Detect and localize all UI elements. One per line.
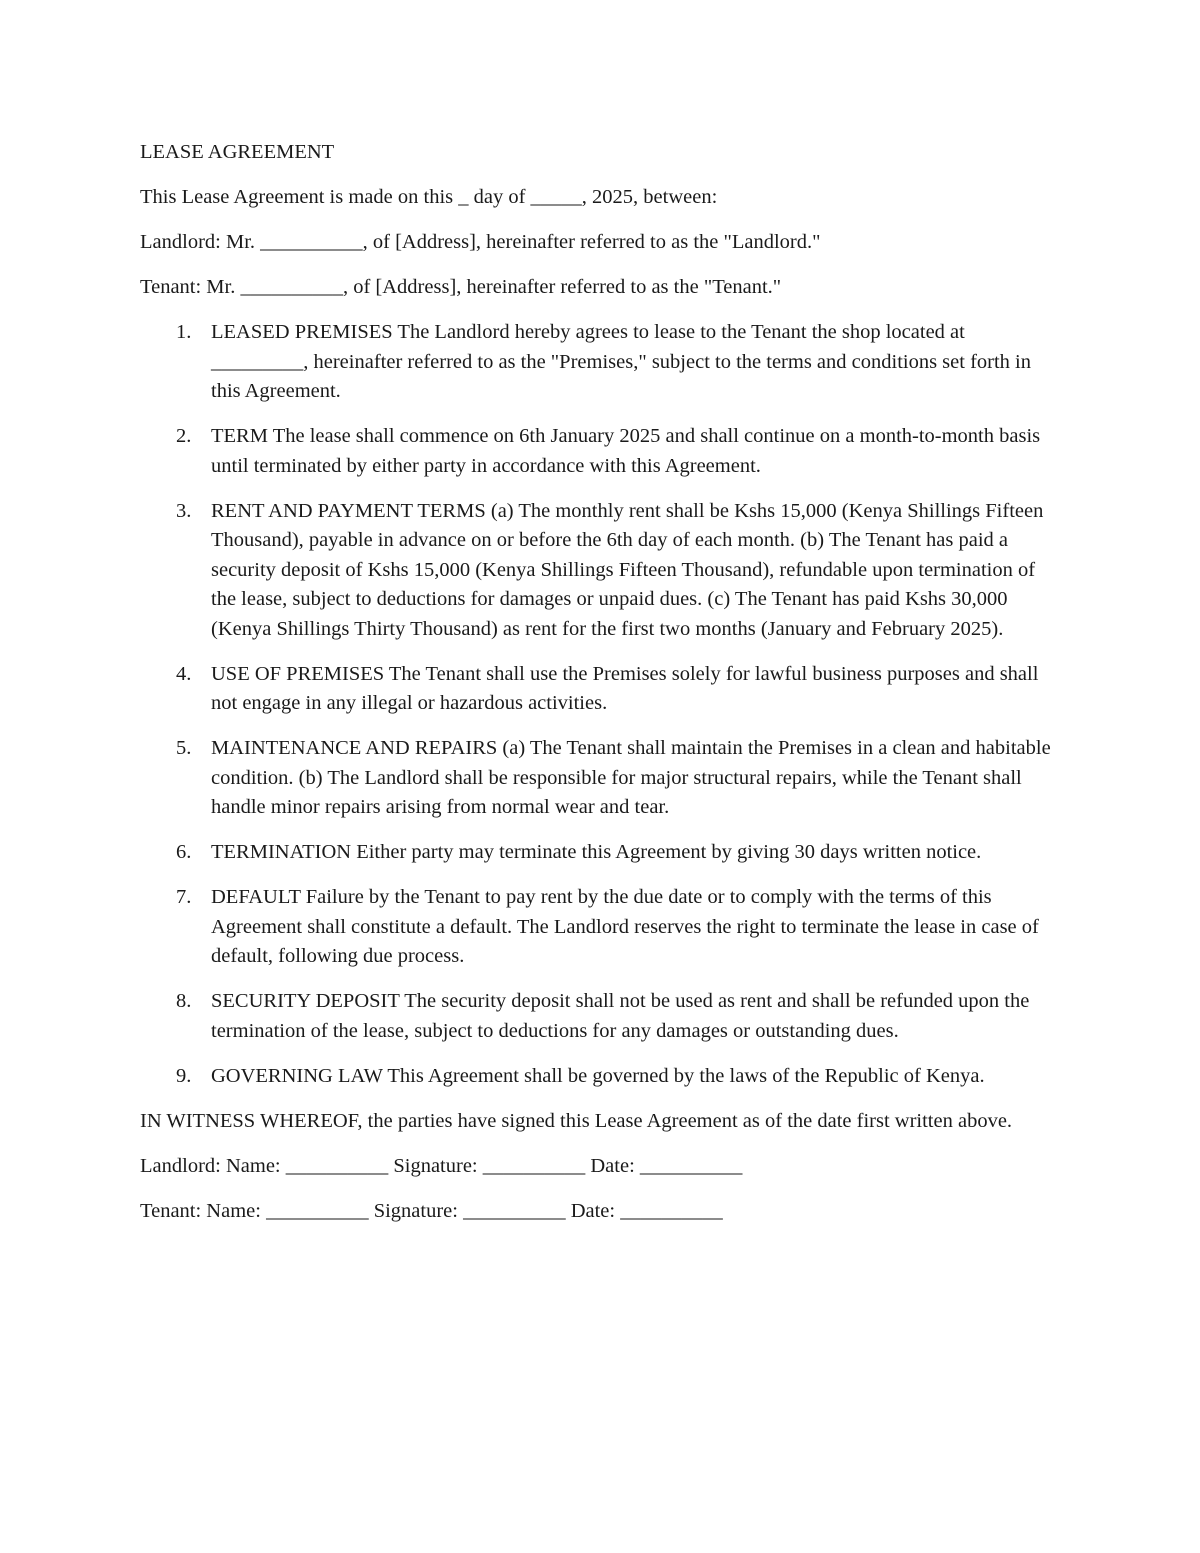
clause-security-deposit	[140, 987, 1060, 1046]
tenant-signature-line: Tenant: Name: __________ Signature: __________ Date: __________	[140, 1199, 723, 1222]
clause-text: GOVERNING LAW This Agreement shall be governed by the laws of the Republic of Kenya.	[211, 1064, 985, 1087]
clause-number: 3.	[176, 499, 192, 522]
clause-governing-law	[140, 1062, 1060, 1092]
clause-number: 9.	[176, 1064, 192, 1087]
clause-maintenance	[140, 734, 1060, 823]
clause-default	[140, 883, 1060, 972]
clause-leased-premises	[140, 318, 1060, 407]
clause-number: 8.	[176, 990, 192, 1012]
clause-list	[140, 318, 1060, 1091]
document-title: LEASE AGREEMENT	[140, 141, 335, 163]
clause-text: USE OF PREMISES The Tenant shall use the Premises solely for lawful business purposes and shall not engage in any illegal or hazardous activities.	[211, 662, 1039, 714]
clause-text: SECURITY DEPOSIT The security deposit shall not be used as rent and shall be refunded upon the termination of the lease, subject to deductions for any damages or outstanding dues.	[211, 990, 1030, 1042]
clause-text: TERMINATION Either party may terminate this Agreement by giving 30 days written notice.	[211, 841, 982, 863]
clause-rent-payment	[140, 497, 1060, 645]
clause-text: MAINTENANCE AND REPAIRS (a) The Tenant shall maintain the Premises in a clean and habitable condition. (b) The Landlord shall be responsible for major structural repairs, while the Tenant shall handle minor repairs arising from normal wear and tear.	[211, 737, 1051, 818]
clause-use-of-premises	[140, 660, 1060, 719]
clause-number: 7.	[176, 886, 192, 908]
clause-number: 6.	[176, 841, 192, 863]
clause-term	[140, 422, 1060, 481]
landlord-line: Landlord: Mr. __________, of [Address], hereinafter referred to as the "Landlord."	[140, 231, 821, 253]
clause-number: 5.	[176, 737, 192, 759]
clause-number: 4.	[176, 662, 192, 685]
clause-termination	[140, 838, 1060, 868]
lease-document	[140, 138, 1060, 1242]
clause-text: TERM The lease shall commence on 6th January 2025 and shall continue on a month-to-month basis until terminated by either party in accordance with this Agreement.	[211, 425, 1041, 477]
clause-text: LEASED PREMISES The Landlord hereby agrees to lease to the Tenant the shop located at _________, hereinafter referred to as the "Premises," subject to the terms and conditions set forth in this Agreement.	[211, 321, 1031, 402]
clause-number: 2.	[176, 425, 192, 447]
clause-text: RENT AND PAYMENT TERMS (a) The monthly rent shall be Kshs 15,000 (Kenya Shillings Fifteen Thousand), payable in advance on or before the 6th day of each month. (b) The Tenant has paid a security deposit of Kshs 15,000 (Kenya Shillings Fifteen Thousand), refundable upon termination of the lease, subject to deductions for damages or unpaid dues. (c) The Tenant has paid Kshs 30,000 (Kenya Shillings Thirty Thousand) as rent for the first two months (January and February 2025).	[211, 499, 1044, 640]
witness-paragraph: IN WITNESS WHEREOF, the parties have signed this Lease Agreement as of the date first written above.	[140, 1109, 1013, 1132]
tenant-line: Tenant: Mr. __________, of [Address], hereinafter referred to as the "Tenant."	[140, 276, 782, 298]
intro-paragraph: This Lease Agreement is made on this _ day of _____, 2025, between:	[140, 186, 718, 208]
clause-text: DEFAULT Failure by the Tenant to pay rent by the due date or to comply with the terms of this Agreement shall constitute a default. The Landlord reserves the right to terminate the lease in case of default, following due process.	[211, 886, 1039, 967]
clause-number: 1.	[176, 321, 192, 343]
landlord-signature-line: Landlord: Name: __________ Signature: __________ Date: __________	[140, 1154, 743, 1177]
